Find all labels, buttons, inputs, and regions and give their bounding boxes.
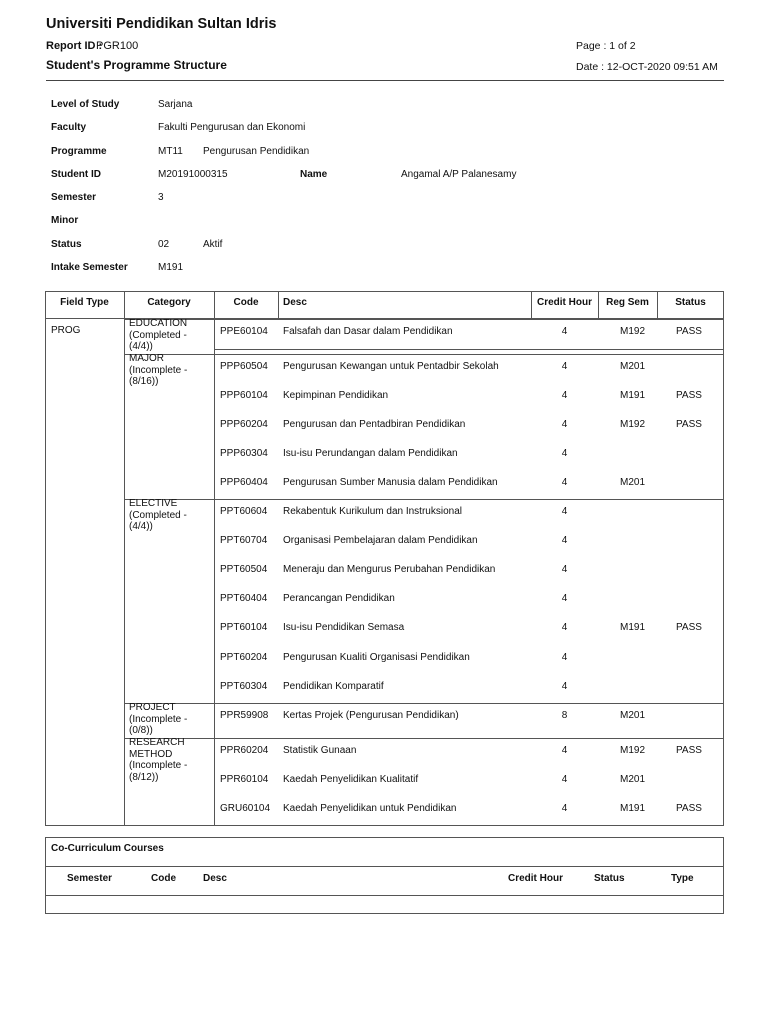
cocurriculum-header-desc: Desc xyxy=(203,873,227,884)
course-credit-hour: 4 xyxy=(561,361,568,372)
category-label: (Completed - xyxy=(129,509,187,521)
semester-label: Semester xyxy=(51,192,97,203)
category-label: (8/12)) xyxy=(129,771,159,783)
course-code: PPP60104 xyxy=(220,390,268,401)
column-divider xyxy=(214,291,215,826)
header-code: Code xyxy=(233,297,259,308)
header-status: Status xyxy=(675,297,706,308)
course-code: GRU60104 xyxy=(220,803,271,814)
faculty-value: Fakulti Pengurusan dan Ekonomi xyxy=(158,122,306,133)
programme-label: Programme xyxy=(51,146,107,157)
name-value: Angamal A/P Palanesamy xyxy=(401,169,517,180)
course-desc: Organisasi Pembelajaran dalam Pendidikan xyxy=(283,535,478,546)
course-reg-sem: M201 xyxy=(620,361,646,372)
course-code: PPP60504 xyxy=(220,361,268,372)
header-divider xyxy=(46,80,724,81)
course-credit-hour: 4 xyxy=(561,593,568,604)
course-desc: Falsafah dan Dasar dalam Pendidikan xyxy=(283,326,453,337)
course-code: PPT60604 xyxy=(220,506,268,517)
group-top-line xyxy=(124,499,724,500)
category-label: (4/4)) xyxy=(129,521,153,532)
student-id-label: Student ID xyxy=(51,169,101,180)
category-label: (Incomplete - xyxy=(129,760,188,771)
header-credit-hour: Credit Hour xyxy=(537,297,592,308)
course-credit-hour: 4 xyxy=(561,745,568,756)
course-reg-sem: M192 xyxy=(620,419,646,430)
course-desc: Meneraju dan Mengurus Perubahan Pendidikan xyxy=(283,564,496,575)
course-desc: Pengurusan Sumber Manusia dalam Pendidikan xyxy=(283,477,498,488)
group-top-line xyxy=(124,354,724,355)
course-credit-hour: 4 xyxy=(561,652,568,663)
minor-label: Minor xyxy=(51,215,79,226)
course-credit-hour: 4 xyxy=(561,390,568,401)
level-label: Level of Study xyxy=(51,99,120,110)
course-credit-hour: 8 xyxy=(561,710,568,721)
course-reg-sem: M192 xyxy=(620,326,646,337)
course-desc: Pendidikan Komparatif xyxy=(283,681,384,692)
course-desc: Kaedah Penyelidikan untuk Pendidikan xyxy=(283,803,457,814)
header-desc: Desc xyxy=(283,297,307,308)
cocurriculum-divider xyxy=(45,866,724,867)
course-desc: Statistik Gunaan xyxy=(283,745,357,756)
category-label: MAJOR xyxy=(129,353,164,364)
course-credit-hour: 4 xyxy=(561,448,568,459)
course-credit-hour: 4 xyxy=(561,477,568,488)
course-desc: Isu-isu Pendidikan Semasa xyxy=(283,622,405,633)
course-code: PPT60104 xyxy=(220,622,268,633)
course-code: PPR60104 xyxy=(220,774,269,785)
course-code: PPP60304 xyxy=(220,448,268,459)
programme-code: MT11 xyxy=(158,146,183,157)
course-code: PPP60404 xyxy=(220,477,268,488)
course-credit-hour: 4 xyxy=(561,535,568,546)
status-code: 02 xyxy=(158,239,170,250)
category-label: RESEARCH xyxy=(129,737,185,748)
course-desc: Kertas Projek (Pengurusan Pendidikan) xyxy=(283,710,459,721)
course-reg-sem: M191 xyxy=(620,390,646,401)
course-desc: Pengurusan Kewangan untuk Pentadbir Sekolah xyxy=(283,361,499,372)
course-credit-hour: 4 xyxy=(561,419,568,430)
category-label: (0/8)) xyxy=(129,725,153,736)
cocurriculum-header-credit-hour: Credit Hour xyxy=(508,873,563,884)
course-status: PASS xyxy=(676,803,702,814)
course-credit-hour: 4 xyxy=(561,774,568,785)
cocurriculum-divider xyxy=(45,895,724,896)
semester-value: 3 xyxy=(158,192,164,203)
course-reg-sem: M201 xyxy=(620,710,646,721)
course-reg-sem: M191 xyxy=(620,622,646,633)
course-reg-sem: M191 xyxy=(620,803,646,814)
column-divider xyxy=(124,291,125,826)
report-id: PGR100 xyxy=(96,40,139,52)
status-label: Status xyxy=(51,239,82,250)
cocurriculum-title: Co-Curriculum Courses xyxy=(51,843,164,854)
category-label: (4/4)) xyxy=(129,341,153,352)
course-code: PPP60204 xyxy=(220,419,268,430)
category-label: (Completed - xyxy=(129,329,187,341)
course-code: PPR59908 xyxy=(220,710,269,721)
group-top-line xyxy=(124,703,724,704)
header-field-type: Field Type xyxy=(60,297,109,308)
course-status: PASS xyxy=(676,326,702,337)
course-desc: Kaedah Penyelidikan Kualitatif xyxy=(283,774,419,785)
course-status: PASS xyxy=(676,419,702,430)
student-id-value: M20191000315 xyxy=(158,169,228,180)
report-id-label: Report ID : xyxy=(46,40,103,52)
course-desc: Kepimpinan Pendidikan xyxy=(283,390,389,401)
course-status: PASS xyxy=(676,745,702,756)
report-date: Date : 12-OCT-2020 09:51 AM xyxy=(576,61,718,73)
cocurriculum-header-semester: Semester xyxy=(67,873,113,884)
category-label: (Incomplete - xyxy=(129,713,188,725)
status-text: Aktif xyxy=(203,239,223,250)
category-label: (8/16)) xyxy=(129,376,159,387)
name-label: Name xyxy=(300,169,328,180)
group-bottom-line xyxy=(214,349,724,350)
cocurriculum-header-status: Status xyxy=(594,873,625,884)
course-credit-hour: 4 xyxy=(561,564,568,575)
course-code: PPT60304 xyxy=(220,681,268,692)
course-credit-hour: 4 xyxy=(561,681,568,692)
course-code: PPT60504 xyxy=(220,564,268,575)
course-reg-sem: M192 xyxy=(620,745,646,756)
cocurriculum-header-code: Code xyxy=(151,873,176,884)
course-credit-hour: 4 xyxy=(561,622,568,633)
header-category: Category xyxy=(147,297,191,308)
course-code: PPE60104 xyxy=(220,326,268,337)
university-name: Universiti Pendidikan Sultan Idris xyxy=(46,16,277,32)
level-value: Sarjana xyxy=(158,99,193,110)
faculty-label: Faculty xyxy=(51,122,87,133)
report-title: Student's Programme Structure xyxy=(46,58,227,72)
column-divider xyxy=(278,291,279,319)
course-code: PPT60404 xyxy=(220,593,268,604)
course-status: PASS xyxy=(676,390,702,401)
page-number: Page : 1 of 2 xyxy=(576,40,636,52)
category-label: PROJECT xyxy=(129,702,176,713)
course-status: PASS xyxy=(676,622,702,633)
category-label: (Incomplete - xyxy=(129,364,188,376)
course-credit-hour: 4 xyxy=(561,506,568,517)
header-reg-sem: Reg Sem xyxy=(606,297,649,308)
category-label: METHOD xyxy=(129,748,173,760)
course-desc: Rekabentuk Kurikulum dan Instruksional xyxy=(283,506,462,517)
group-top-line xyxy=(124,738,724,739)
course-desc: Pengurusan Kualiti Organisasi Pendidikan xyxy=(283,652,470,663)
course-credit-hour: 4 xyxy=(561,326,568,337)
course-code: PPT60204 xyxy=(220,652,268,663)
category-label: EDUCATION xyxy=(129,318,188,329)
field-type-value: PROG xyxy=(51,325,81,336)
intake-label: Intake Semester xyxy=(51,262,128,273)
course-desc: Isu-isu Perundangan dalam Pendidikan xyxy=(283,448,458,459)
course-code: PPR60204 xyxy=(220,745,269,756)
course-code: PPT60704 xyxy=(220,535,268,546)
cocurriculum-header-type: Type xyxy=(671,873,694,884)
course-reg-sem: M201 xyxy=(620,477,646,488)
intake-value: M191 xyxy=(158,262,184,273)
course-desc: Pengurusan dan Pentadbiran Pendidikan xyxy=(283,419,466,430)
group-top-line xyxy=(124,319,724,320)
category-label: ELECTIVE xyxy=(129,498,178,509)
programme-name: Pengurusan Pendidikan xyxy=(203,146,310,157)
course-credit-hour: 4 xyxy=(561,803,568,814)
course-reg-sem: M201 xyxy=(620,774,646,785)
course-desc: Perancangan Pendidikan xyxy=(283,593,395,604)
